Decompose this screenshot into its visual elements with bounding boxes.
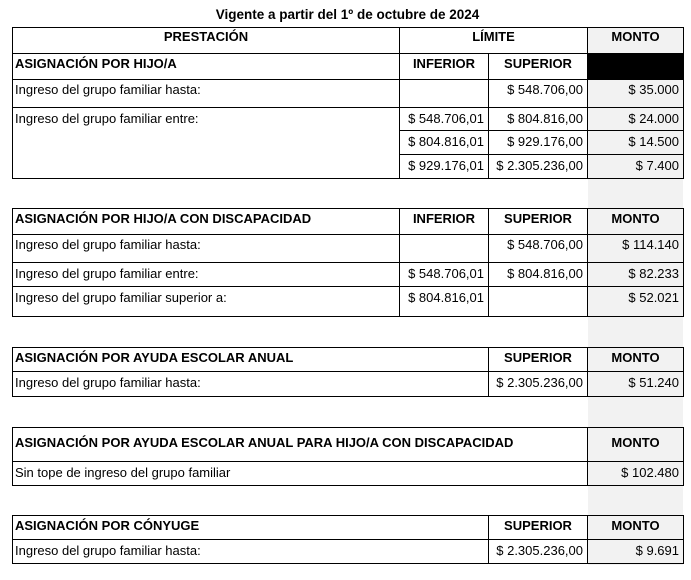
section-ayuda-escolar-discapacidad-monto-label: MONTO [611,435,660,450]
header-monto: MONTO [611,29,660,44]
section-hijo-heading: ASIGNACIÓN POR HIJO/A [15,56,177,71]
section-discapacidad-row-superior: $ 804.816,00 [507,266,583,281]
section-discapacidad-row-superior: $ 548.706,00 [507,237,583,252]
section-conyuge-row-superior: $ 2.305.236,00 [496,543,583,558]
monto-header-black-cell [588,54,683,79]
section-ayuda-escolar-row-superior: $ 2.305.236,00 [496,375,583,390]
section-discapacidad-inferior-label: INFERIOR [412,211,476,226]
section-hijo-row-inferior: $ 804.816,01 [408,134,484,149]
section-discapacidad-row-label: Ingreso del grupo familiar superior a: [15,290,227,305]
section-discapacidad-row-label: Ingreso del grupo familiar entre: [15,266,199,281]
section-ayuda-escolar-monto-label: MONTO [611,350,660,365]
section-conyuge-row-monto: $ 9.691 [635,543,679,558]
section-hijo-row-monto: $ 24.000 [628,111,679,126]
section-ayuda-escolar-superior-label: SUPERIOR [504,350,572,365]
section-discapacidad-row-inferior: $ 804.816,01 [408,290,484,305]
section-conyuge-heading: ASIGNACIÓN POR CÓNYUGE [15,518,200,533]
section-ayuda-escolar-row-monto: $ 51.240 [628,375,679,390]
section-conyuge-monto-label: MONTO [611,518,660,533]
section-hijo-row-superior: $ 929.176,00 [507,134,583,149]
page-title: Vigente a partir del 1º de octubre de 2024 [215,7,480,22]
section-hijo-row-inferior: $ 548.706,01 [408,111,484,126]
section-ayuda-escolar-heading: ASIGNACIÓN POR AYUDA ESCOLAR ANUAL [15,350,294,365]
section-hijo-row-monto: $ 35.000 [628,82,679,97]
section-discapacidad-superior-label: SUPERIOR [504,211,572,226]
section-conyuge-row-label: Ingreso del grupo familiar hasta: [15,543,201,558]
section-hijo-row-superior: $ 804.816,00 [507,111,583,126]
section-discapacidad-row-label: Ingreso del grupo familiar hasta: [15,237,201,252]
section-hijo-superior-label: SUPERIOR [504,56,572,71]
section-hijo-row-superior: $ 548.706,00 [507,82,583,97]
section-ayuda-escolar-row-label: Ingreso del grupo familiar hasta: [15,375,201,390]
section-hijo-row-superior: $ 2.305.236,00 [496,158,583,173]
section-ayuda-escolar-discapacidad-row-label: Sin tope de ingreso del grupo familiar [15,465,231,480]
header-prestacion: PRESTACIÓN [163,29,249,44]
section-discapacidad-row-inferior: $ 548.706,01 [408,266,484,281]
section-discapacidad-row-monto: $ 52.021 [628,290,679,305]
section-hijo-inferior-label: INFERIOR [412,56,476,71]
section-hijo-row-label: Ingreso del grupo familiar entre: [15,111,199,126]
section-ayuda-escolar-discapacidad-heading: ASIGNACIÓN POR AYUDA ESCOLAR ANUAL PARA HIJO/A CON DISCAPACIDAD [15,435,514,450]
section-hijo-row-label: Ingreso del grupo familiar hasta: [15,82,201,97]
section-discapacidad-heading: ASIGNACIÓN POR HIJO/A CON DISCAPACIDAD [15,211,312,226]
section-discapacidad-monto-label: MONTO [611,211,660,226]
section-hijo-row-inferior: $ 929.176,01 [408,158,484,173]
section-hijo-row-monto: $ 14.500 [628,134,679,149]
section-hijo-row-monto: $ 7.400 [635,158,679,173]
header-limite: LÍMITE [472,29,515,44]
section-discapacidad-row-monto: $ 114.140 [622,237,679,252]
section-discapacidad-row-monto: $ 82.233 [628,266,679,281]
section-ayuda-escolar-discapacidad-row-monto: $ 102.480 [621,465,679,480]
section-conyuge-superior-label: SUPERIOR [504,518,572,533]
